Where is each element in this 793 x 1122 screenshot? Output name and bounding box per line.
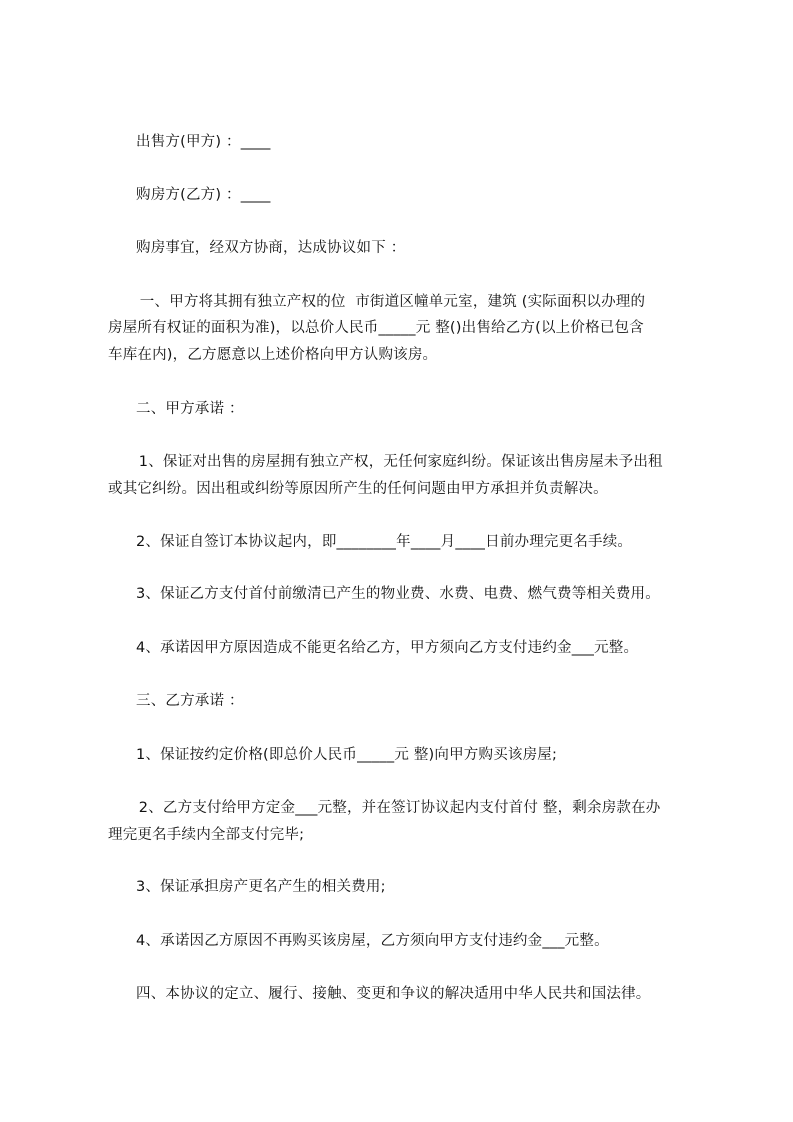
s3-item3: 3、保证承担房产更名产生的相关费用; [136,879,386,895]
clause1-line-3: 车库在内)，乙方愿意以上述价格向甲方认购该房。 [108,347,438,363]
s3-item4: 4、承诺因乙方原因不再购买该房屋，乙方须向甲方支付违约金___元整。 [136,933,609,949]
s3-item1: 1、保证按约定价格(即总价人民币_____元 整)向甲方购买该房屋; [136,747,558,763]
intro-line: 购房事宜，经双方协商，达成协议如下 ： [136,240,406,256]
seller-line: 出售方(甲方) ：____ [136,134,271,150]
section4-line: 四、本协议的定立、履行、接触、变更和争议的解决适用中华人民共和国法律。 [136,986,651,1002]
buyer-line: 购房方(乙方) ：____ [136,187,271,203]
s2-item3: 3、保证乙方支付首付前缴清已产生的物业费、水费、电费、燃气费等相关费用。 [136,586,660,602]
s2-item4: 4、承诺因甲方原因造成不能更名给乙方，甲方须向乙方支付违约金___元整。 [136,640,639,656]
section3-title: 三、乙方承诺 ： [136,693,244,709]
s2-item1-line-1: 1、保证对出售的房屋拥有独立产权，无任何家庭纠纷。保证该出售房屋未予出租 [134,454,663,470]
clause1-line-1: 一、甲方将其拥有独立产权的位 市街道区幢单元室，建筑 (实际面积以办理的 [135,294,646,310]
s2-item2: 2、保证自签订本协议起内，即________年____月____日前办理完更名手续。 [136,534,633,550]
s2-item1-line-2: 或其它纠纷。因出租或纠纷等原因所产生的任何问题由甲方承担并负责解决。 [108,481,608,497]
section2-title: 二、甲方承诺 ： [136,401,244,417]
clause1-line-2: 房屋所有权证的面积为准)，以总价人民币_____元 整()出售给乙方(以上价格已包含 [108,320,644,336]
s3-item2-line-2: 理完更名手续内全部支付完毕; [108,827,305,843]
s3-item2-line-1: 2、乙方支付给甲方定金___元整，并在签订协议起内支付首付 整，剩余房款在办 [134,800,661,816]
